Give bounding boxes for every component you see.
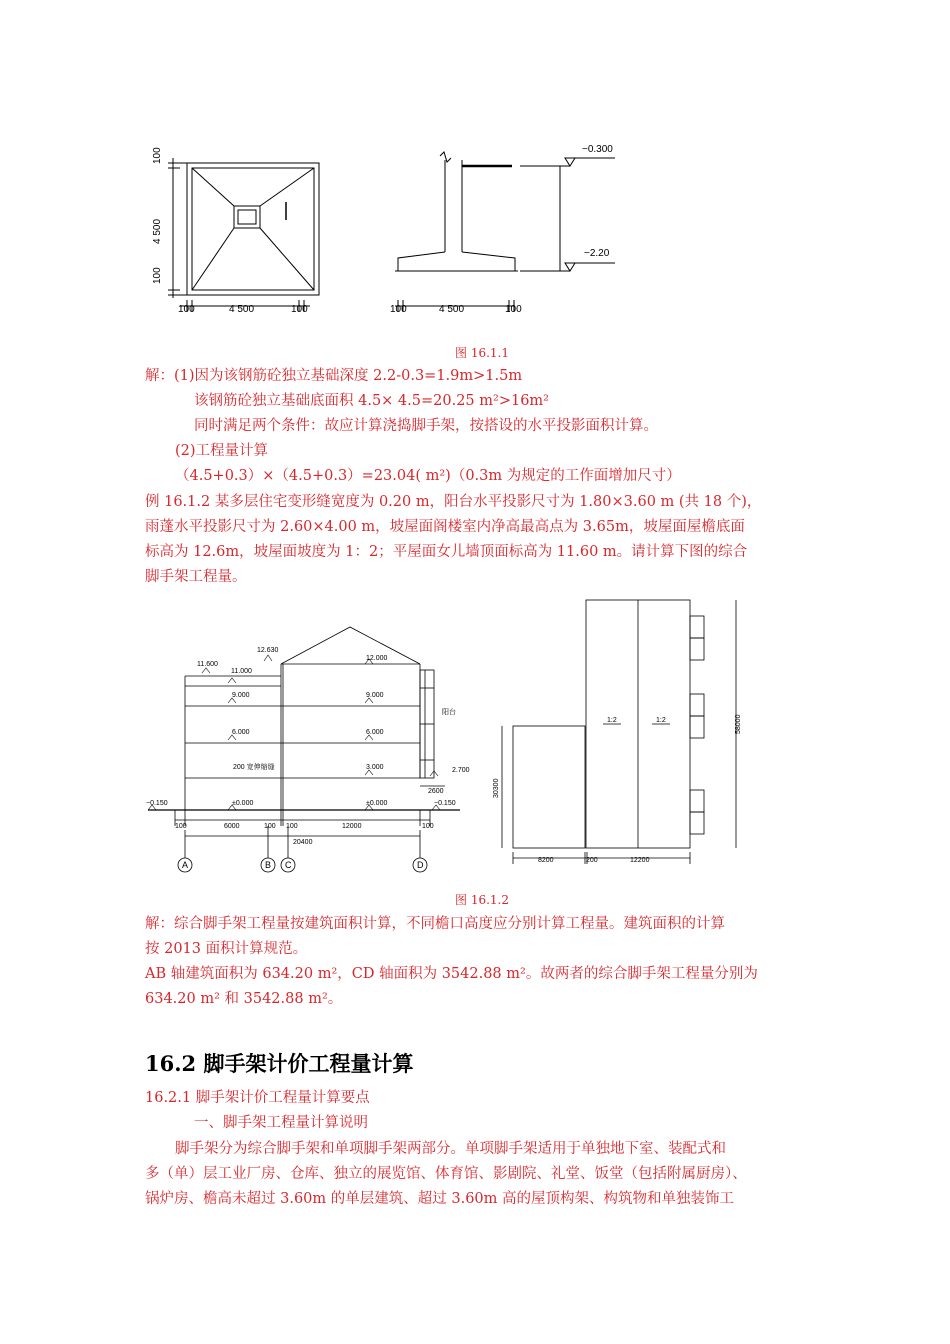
elev-0150a: −0.150 <box>146 800 168 807</box>
dim-d4: 100 <box>286 823 298 830</box>
solution1-line2: 该钢筋砼独立基础底面积 4.5× 4.5=20.25 m²>16m² <box>194 393 549 409</box>
solution2-line3: AB 轴建筑面积为 634.20 m²，CD 轴面积为 3542.88 m²。故两者的综合脚手架工程量分别为 <box>145 966 758 982</box>
dim-d1: 100 <box>175 823 187 830</box>
dim-d5: 12000 <box>342 823 362 830</box>
elev-0000a: ±0.000 <box>232 800 254 807</box>
example2-line4: 脚手架工程量。 <box>145 569 247 585</box>
section-subtitle: 16.2.1 脚手架计价工程量计算要点 <box>145 1090 370 1106</box>
elev-bottom: −2.20 <box>584 248 610 259</box>
building-elevation <box>148 627 460 872</box>
solution2-line4: 634.20 m² 和 3542.88 m²。 <box>145 991 343 1007</box>
plan-width-2: 200 <box>586 857 598 864</box>
elev-11000: 11.000 <box>231 668 252 675</box>
elevation-marks <box>148 655 440 810</box>
elev-9000b: 9.000 <box>366 692 384 699</box>
figure-caption-1: 图 16.1.1 <box>455 346 509 360</box>
axis-c: C <box>285 860 292 870</box>
solution1-line4: (2)工程量计算 <box>175 443 269 459</box>
dim-right-2: 4 500 <box>439 304 465 315</box>
elev-6000b: 6.000 <box>366 729 384 736</box>
solution1-line1: 解：(1)因为该钢筋砼独立基础深度 2.2-0.3=1.9m>1.5m <box>145 368 523 384</box>
dim-left-middle: 4 500 <box>152 218 163 244</box>
building-plan <box>502 600 736 864</box>
figure-caption-2: 图 16.1.2 <box>455 893 509 907</box>
section-paragraph-2: 多（单）层工业厂房、仓库、独立的展览馆、体育馆、影剧院、礼堂、饭堂（包括附属厨房）、 <box>145 1166 747 1182</box>
dim-bottom-1: 100 <box>178 304 195 315</box>
plan-width-1: 8200 <box>538 857 554 864</box>
dim-d6: 100 <box>422 823 434 830</box>
example2-line1: 例 16.1.2 某多层住宅变形缝宽度为 0.20 m，阳台水平投影尺寸为 1.80×3.60 m (共 18 个)， <box>145 494 762 510</box>
figure-16-1-1 <box>140 140 640 320</box>
dim-d3: 100 <box>264 823 276 830</box>
example2-line3: 标高为 12.6m，坡屋面坡度为 1：2；平屋面女儿墙顶面标高为 11.60 m。请计算下图的综合 <box>145 544 748 560</box>
elev-12000: 12.000 <box>366 655 388 662</box>
dim-right-1: 100 <box>390 304 407 315</box>
elev-0150b: −0.150 <box>434 800 456 807</box>
elev-2600: 2600 <box>428 788 444 795</box>
elev-11600: 11.600 <box>197 661 218 668</box>
dim-bottom-2: 4 500 <box>229 304 255 315</box>
plan-height-2: 58000 <box>735 714 742 734</box>
dim-bottom-3: 100 <box>291 304 308 315</box>
axis-d: D <box>417 860 424 870</box>
foundation-section <box>395 152 615 312</box>
dim-left-top: 100 <box>152 147 163 164</box>
joint-label: 200 宽伸缩缝 <box>233 764 275 771</box>
plan-height-1: 30300 <box>493 778 500 798</box>
axis-a: A <box>182 860 189 870</box>
plan-slope-2: 1:2 <box>656 717 666 724</box>
section-item: 一、脚手架工程量计算说明 <box>194 1115 368 1131</box>
elev-2700: 2.700 <box>452 767 470 774</box>
elev-top: −0.300 <box>582 144 613 155</box>
solution2-line2: 按 2013 面积计算规范。 <box>145 941 308 957</box>
elev-9000a: 9.000 <box>232 692 250 699</box>
elev-6000a: 6.000 <box>232 729 250 736</box>
dim-d2: 6000 <box>224 823 240 830</box>
plan-width-3: 12200 <box>630 857 650 864</box>
solution1-line5: （4.5+0.3）×（4.5+0.3）=23.04( m²)（0.3m 为规定的工作面增加尺寸） <box>175 468 681 484</box>
elev-12630: 12.630 <box>257 647 279 654</box>
solution1-line3: 同时满足两个条件：故应计算浇捣脚手架，按搭设的水平投影面积计算。 <box>194 418 658 434</box>
dim-left-bottom: 100 <box>152 267 163 284</box>
figure-16-1-2 <box>140 590 760 880</box>
axis-b: B <box>265 860 272 870</box>
section-title: 16.2 脚手架计价工程量计算 <box>145 1051 414 1076</box>
elev-0000b: ±0.000 <box>366 800 388 807</box>
solution2-line1: 解：综合脚手架工程量按建筑面积计算，不同檐口高度应分别计算工程量。建筑面积的计算 <box>145 916 725 932</box>
section-paragraph-1: 脚手架分为综合脚手架和单项脚手架两部分。单项脚手架适用于单独地下室、装配式和 <box>175 1141 726 1157</box>
example2-line2: 雨蓬水平投影尺寸为 2.60×4.00 m，坡屋面阁楼室内净高最高点为 3.65m，坡屋面屋檐底面 <box>145 519 745 535</box>
plan-slope-1: 1:2 <box>607 717 617 724</box>
foundation-plan <box>168 158 319 312</box>
elev-3000: 3.000 <box>366 764 384 771</box>
dim-d7: 20400 <box>293 839 313 846</box>
dim-right-3: 100 <box>505 304 522 315</box>
section-paragraph-3: 锅炉房、檐高未超过 3.60m 的单层建筑、超过 3.60m 高的屋顶构架、构筑物和单独装饰工 <box>145 1191 735 1207</box>
balcony-label: 阳台 <box>442 709 456 716</box>
